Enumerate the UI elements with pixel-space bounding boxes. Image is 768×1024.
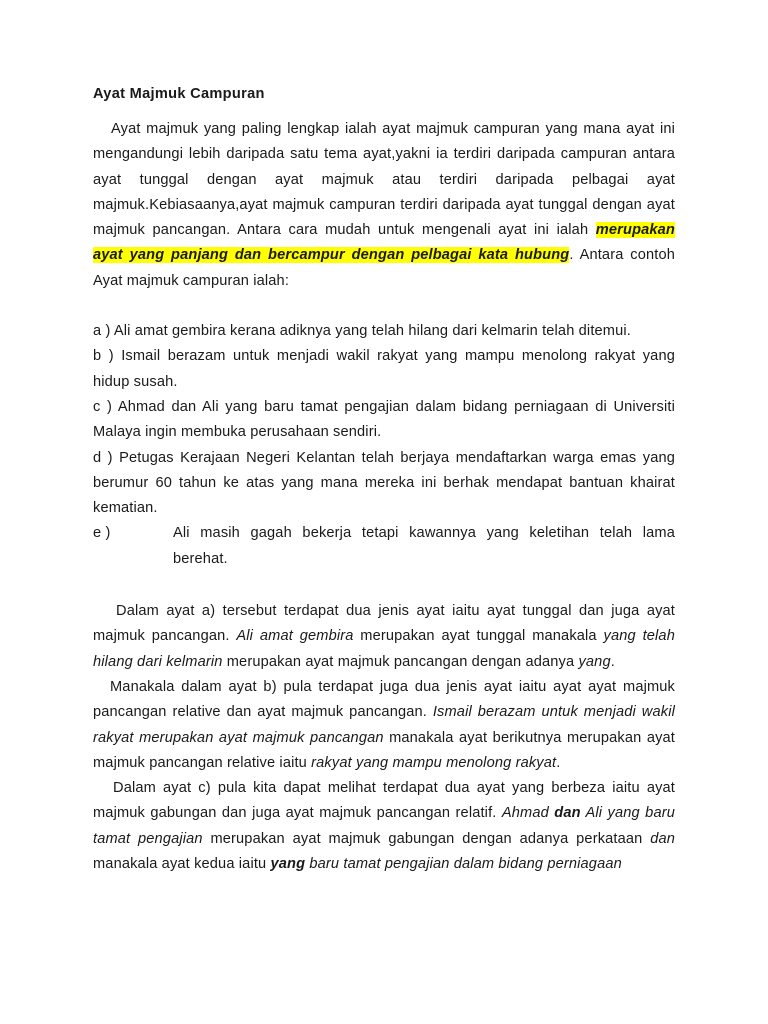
example-text: Petugas Kerajaan Negeri Kelantan telah berjaya mendaftarkan warga emas yang berumur 60 tahun ke atas yang mana mereka ini berhak mendapat bantuan khairat kematian. xyxy=(93,449,675,517)
intro-text: Ayat majmuk yang paling lengkap ialah ayat majmuk campuran yang mana ayat ini mengandungi lebih daripada satu tema ayat,yakni ia terdiri daripada campuran antara ayat tunggal dengan ayat majmuk atau terdiri daripada pelbagai ayat majmuk.Kebiasaanya,ayat majmuk campuran terdiri daripada ayat tunggal dengan ayat majmuk pancangan. Antara cara mudah untuk mengenali ayat ini ialah xyxy=(93,121,675,239)
italic-phrase: Ismail berazam untuk menjadi wakil rakyat merupakan ayat majmuk pancangan xyxy=(93,704,675,746)
bold-italic-keyword: yang xyxy=(270,856,306,873)
italic-phrase: Ahmad xyxy=(501,805,555,822)
analysis-text: manakala ayat berikutnya merupakan ayat majmuk pancangan relative iaitu xyxy=(93,729,675,771)
analysis-text: Manakala dalam ayat b) pula terdapat juga dua jenis ayat iaitu ayat ayat majmuk pancangan relative dan ayat majmuk pancangan. xyxy=(93,678,675,721)
analysis-text: . xyxy=(556,754,561,771)
italic-phrase: yang xyxy=(578,653,611,670)
example-item-c xyxy=(93,395,675,446)
bold-italic-keyword: dan xyxy=(554,805,581,822)
example-item-d xyxy=(93,446,675,522)
example-marker: b ) xyxy=(93,348,114,365)
intro-closing-text: . Antara contoh Ayat majmuk campuran ialah: xyxy=(93,247,675,289)
intro-paragraph xyxy=(93,117,675,294)
analysis-text: Dalam ayat a) tersebut terdapat dua jenis ayat iaitu ayat tunggal dan juga ayat majmuk pancangan. xyxy=(93,603,675,645)
example-item-a xyxy=(93,319,675,344)
analysis-text: merupakan ayat majmuk gabungan dengan adanya perkataan xyxy=(202,830,651,847)
example-text: Ismail berazam untuk menjadi wakil rakyat yang mampu menolong rakyat yang hidup susah. xyxy=(93,348,675,390)
example-text: Ali masih gagah bekerja tetapi kawannya yang keletihan telah lama berehat. xyxy=(173,525,675,567)
example-item-b xyxy=(93,344,675,395)
example-text: Ali amat gembira kerana adiknya yang telah hilang dari kelmarin telah ditemui. xyxy=(113,323,631,340)
italic-phrase: rakyat yang mampu menolong rakyat xyxy=(311,754,557,771)
example-list xyxy=(93,319,675,572)
document-body xyxy=(93,82,675,877)
analysis-text: merupakan ayat majmuk pancangan dengan adanya xyxy=(222,653,579,670)
italic-phrase: dan xyxy=(650,830,676,847)
example-text: Ahmad dan Ali yang baru tamat pengajian dalam bidang perniagaan di Universiti Malaya ingin membuka perusahaan sendiri. xyxy=(93,398,675,441)
example-marker: a ) xyxy=(93,323,111,340)
italic-phrase: Ali amat gembira xyxy=(236,628,354,645)
analysis-section xyxy=(93,599,675,877)
italic-phrase: baru tamat pengajian dalam bidang perniagaan xyxy=(305,856,622,873)
document-title: Ayat Majmuk Campuran xyxy=(93,86,265,102)
italic-phrase: yang telah hilang dari kelmarin xyxy=(93,628,675,670)
analysis-text: . xyxy=(610,653,615,670)
analysis-text: Dalam ayat c) pula kita dapat melihat terdapat dua ayat yang berbeza iaitu ayat majmuk gabungan dan juga ayat majmuk pancangan relatif. xyxy=(93,780,675,822)
highlighted-key-phrase: merupakan ayat yang panjang dan bercampur dengan pelbagai kata hubung xyxy=(93,222,675,264)
analysis-paragraph-b xyxy=(93,675,675,776)
analysis-paragraph-c xyxy=(93,776,675,877)
example-item-e xyxy=(93,521,675,572)
example-marker: c ) xyxy=(93,398,113,415)
analysis-text: merupakan ayat tunggal manakala xyxy=(353,628,604,645)
example-marker: d ) xyxy=(93,449,113,466)
italic-phrase: Ali yang baru tamat pengajian xyxy=(93,805,675,847)
example-marker: e ) xyxy=(93,525,111,542)
analysis-text: manakala ayat kedua iaitu xyxy=(93,856,271,873)
analysis-paragraph-a xyxy=(93,599,675,675)
